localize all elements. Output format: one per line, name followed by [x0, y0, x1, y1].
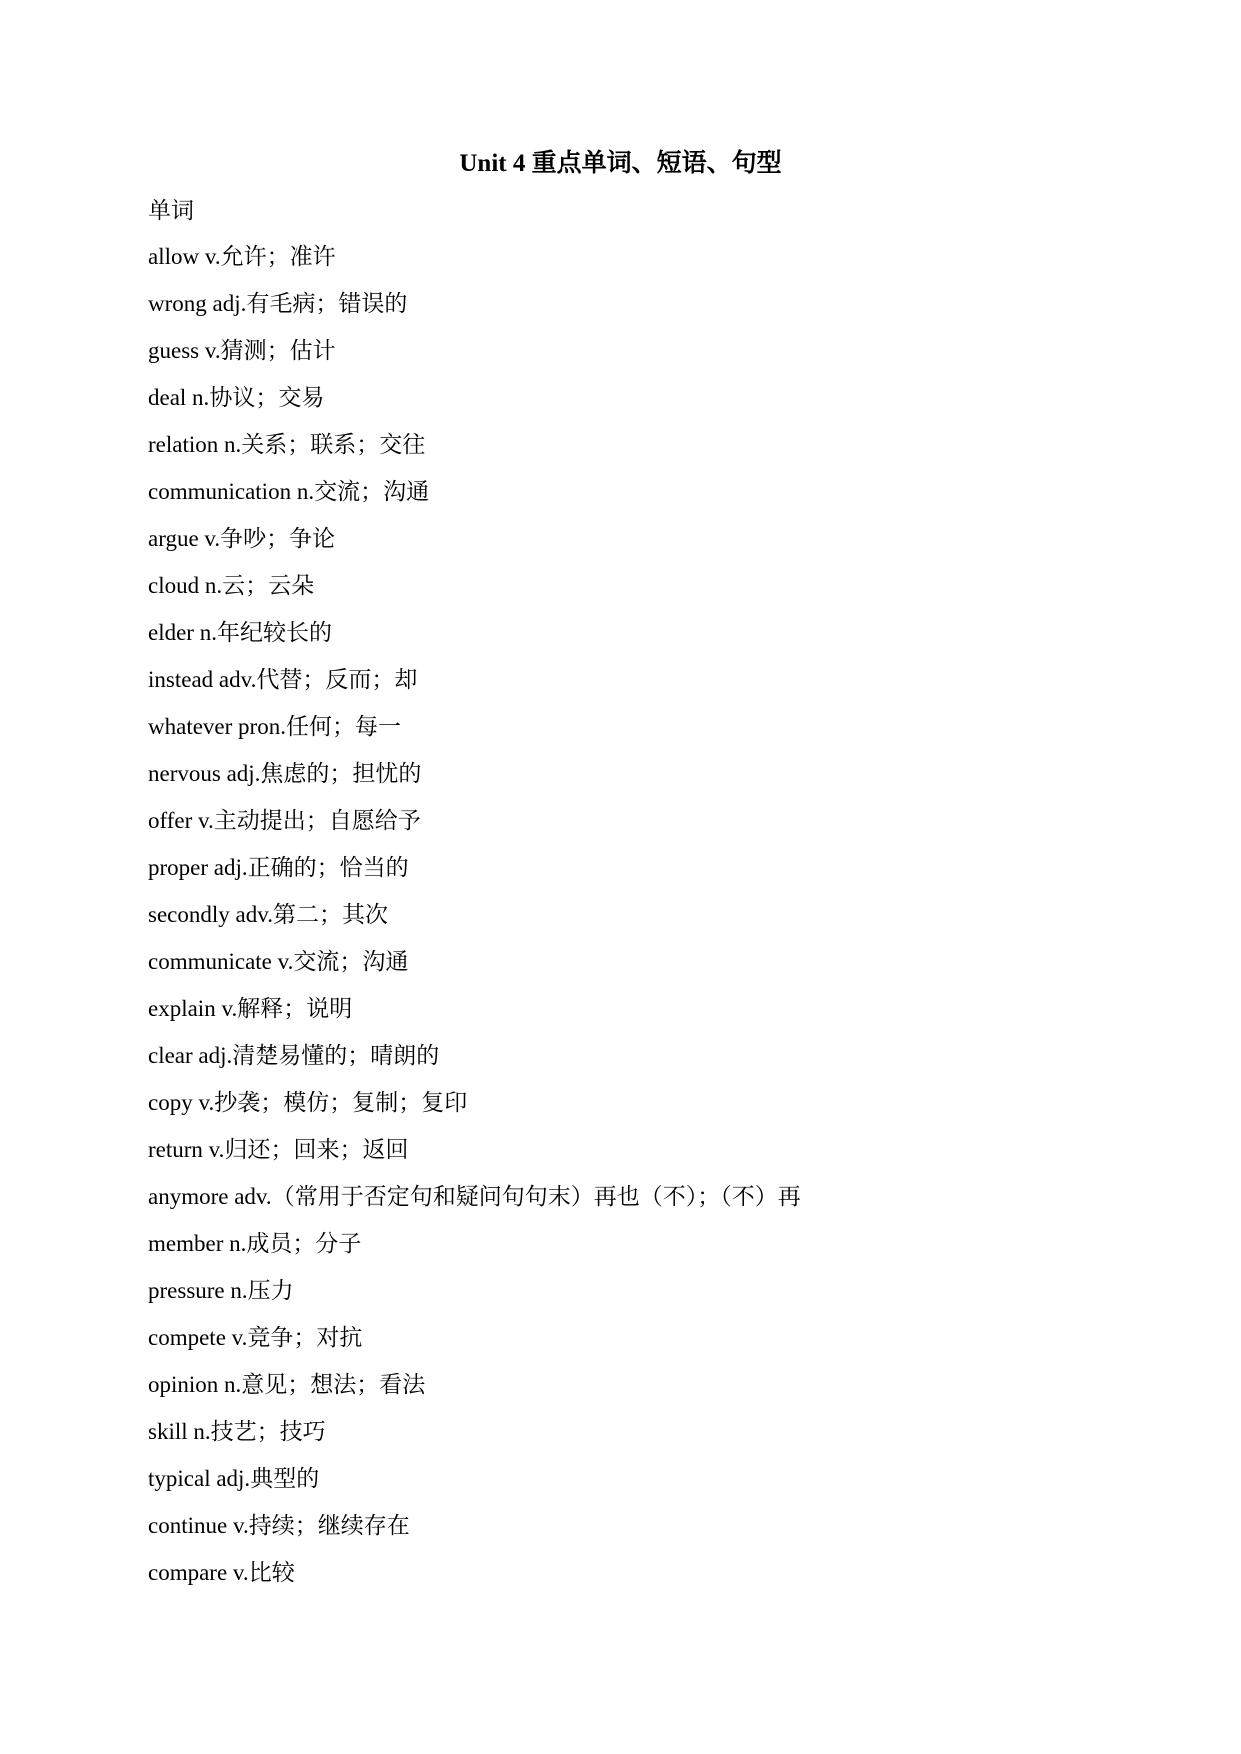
vocab-entry [148, 947, 801, 994]
vocab-entry [148, 853, 801, 900]
vocab-entry [148, 383, 801, 430]
vocab-word: offer v. [148, 808, 214, 833]
vocab-word: pressure n. [148, 1278, 248, 1303]
vocab-definition: 成员；分子 [246, 1231, 362, 1257]
vocab-word: guess v. [148, 338, 221, 363]
vocab-entry [148, 289, 801, 336]
vocab-entry [148, 1464, 801, 1511]
vocab-definition: 归还；回来；返回 [224, 1137, 409, 1163]
vocab-entry [148, 524, 801, 571]
vocab-definition: 关系；联系；交往 [241, 432, 426, 458]
vocab-definition: 争吵；争论 [220, 526, 336, 552]
vocab-word: proper adj. [148, 855, 248, 880]
vocab-entry [148, 759, 801, 806]
vocab-entry [148, 571, 801, 618]
vocab-definition: 解释；说明 [237, 996, 353, 1022]
vocab-word: compare v. [148, 1560, 249, 1585]
vocab-word: argue v. [148, 526, 221, 551]
vocab-definition: 代替；反而；却 [256, 667, 418, 693]
vocab-definition: 正确的；恰当的 [247, 855, 409, 881]
page-title: Unit 4 重点单词、短语、句型 [459, 150, 782, 177]
vocab-word: secondly adv. [148, 902, 273, 927]
vocab-word: continue v. [148, 1513, 249, 1538]
vocab-word: whatever pron. [148, 714, 286, 739]
vocab-definition: 有毛病；错误的 [246, 291, 408, 317]
vocab-word: anymore adv. [148, 1184, 272, 1209]
vocab-entry [148, 806, 801, 853]
vocab-entry [148, 1511, 801, 1558]
vocab-word: compete v. [148, 1325, 248, 1350]
vocab-word: communicate v. [148, 949, 294, 974]
vocab-entry [148, 665, 801, 712]
vocab-word: copy v. [148, 1090, 215, 1115]
vocab-word: instead adv. [148, 667, 257, 692]
vocab-word: nervous adj. [148, 761, 261, 786]
vocab-definition: 主动提出；自愿给予 [213, 808, 421, 834]
vocab-entry [148, 712, 801, 759]
vocab-word: communication n. [148, 479, 315, 504]
vocab-entry [148, 1558, 801, 1605]
vocab-definition: 焦虑的；担忧的 [260, 761, 422, 787]
vocab-definition: 压力 [247, 1278, 294, 1304]
vocab-word: deal n. [148, 385, 210, 410]
vocab-entry [148, 1135, 801, 1182]
vocab-word: return v. [148, 1137, 225, 1162]
vocab-definition: 任何；每一 [285, 714, 401, 740]
vocab-word: relation n. [148, 432, 242, 457]
vocab-entry [148, 242, 801, 289]
vocab-definition: 交流；沟通 [314, 479, 430, 505]
vocab-entry [148, 1370, 801, 1417]
vocab-definition: 允许；准许 [220, 244, 336, 270]
vocab-entry [148, 336, 801, 383]
vocab-definition: 抄袭；模仿；复制；复印 [214, 1090, 468, 1116]
vocab-entry [148, 1182, 801, 1229]
vocab-definition: 清楚易懂的；晴朗的 [232, 1043, 440, 1069]
vocab-word: skill n. [148, 1419, 211, 1444]
vocab-definition: 第二；其次 [272, 902, 388, 928]
vocab-word: member n. [148, 1231, 247, 1256]
vocab-entry [148, 900, 801, 947]
vocab-definition: 年纪较长的 [216, 620, 332, 646]
vocab-definition: 竞争；对抗 [247, 1325, 363, 1351]
vocab-definition: 猜测；估计 [220, 338, 336, 364]
vocab-entry [148, 1323, 801, 1370]
vocab-definition: 技艺；技巧 [210, 1419, 326, 1445]
vocab-entry [148, 994, 801, 1041]
vocab-word: typical adj. [148, 1466, 251, 1491]
vocab-definition: 意见；想法；看法 [241, 1372, 426, 1398]
vocab-entry [148, 1229, 801, 1276]
vocab-word: allow v. [148, 244, 221, 269]
vocab-entry [148, 1088, 801, 1135]
vocab-entry [148, 430, 801, 477]
vocab-definition: 持续；继续存在 [248, 1513, 410, 1539]
vocab-word: opinion n. [148, 1372, 242, 1397]
vocab-entry [148, 1417, 801, 1464]
vocab-definition: 典型的 [250, 1466, 320, 1492]
vocab-definition: 协议；交易 [209, 385, 325, 411]
section-heading-words: 单词 [148, 198, 194, 224]
vocab-entry [148, 1041, 801, 1088]
vocab-entry [148, 477, 801, 524]
vocab-definition: （常用于否定句和疑问句句末）再也（不）；（不）再 [271, 1184, 801, 1210]
vocabulary-list [148, 242, 801, 1605]
vocab-entry [148, 1276, 801, 1323]
vocab-word: explain v. [148, 996, 238, 1021]
vocab-definition: 比较 [248, 1560, 295, 1586]
vocab-word: elder n. [148, 620, 217, 645]
vocab-entry [148, 618, 801, 665]
vocab-word: clear adj. [148, 1043, 233, 1068]
vocab-word: wrong adj. [148, 291, 247, 316]
vocab-definition: 交流；沟通 [293, 949, 409, 975]
vocab-definition: 云；云朵 [222, 573, 315, 599]
vocab-word: cloud n. [148, 573, 223, 598]
